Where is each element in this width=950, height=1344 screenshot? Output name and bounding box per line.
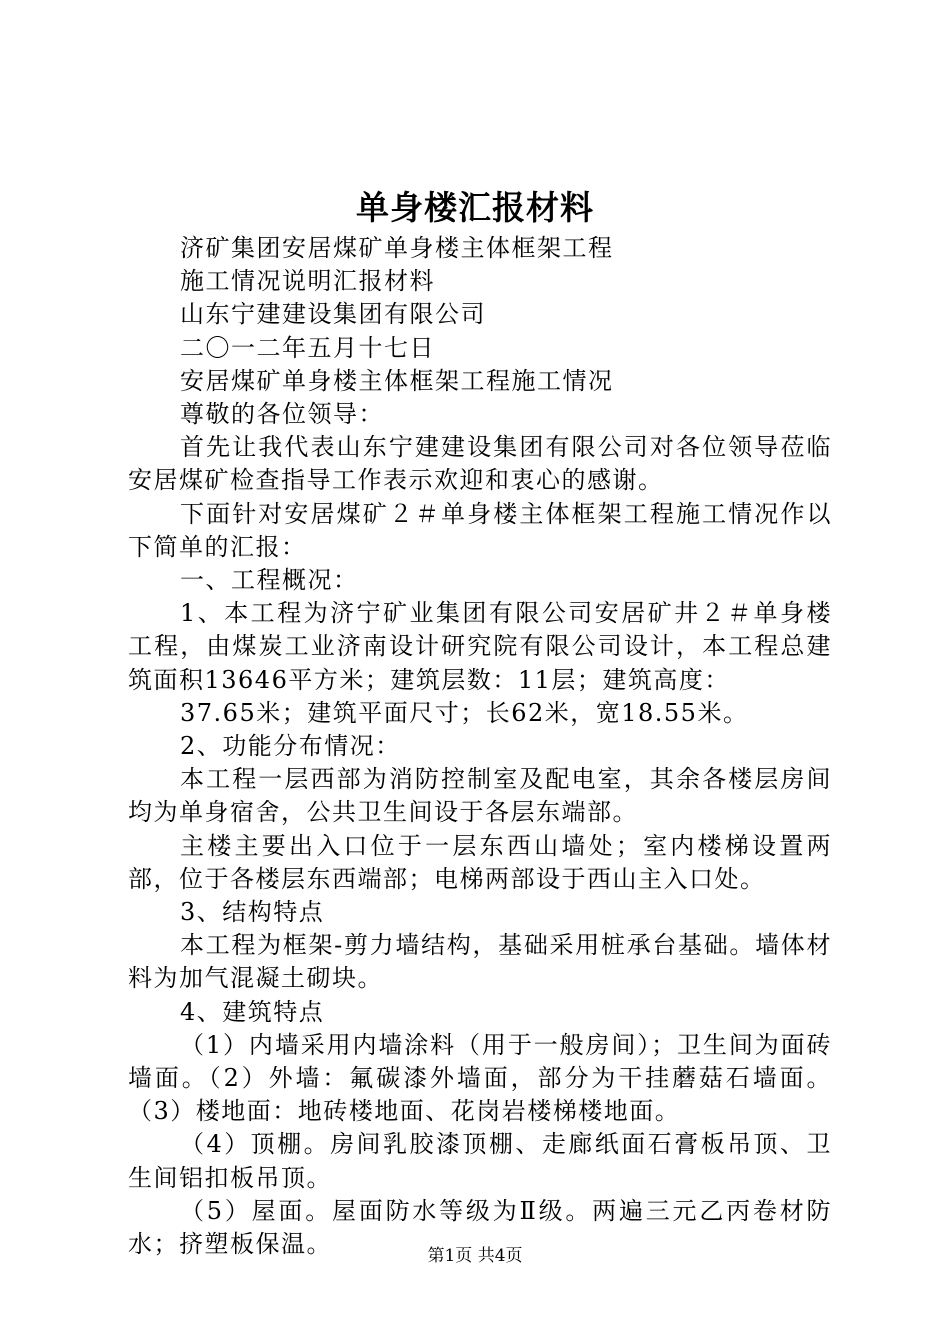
paragraph-report-subtitle: 施工情况说明汇报材料 xyxy=(180,267,435,296)
heading-architecture: 4、建筑特点 xyxy=(180,997,325,1026)
heading-function: 2、功能分布情况： xyxy=(180,732,401,761)
heading-overview: 一、工程概况： xyxy=(180,566,359,595)
paragraph-project-name: 济矿集团安居煤矿单身楼主体框架工程 xyxy=(180,234,614,262)
paragraph-function-1: 本工程一层西部为消防控制室及配电室，其余各楼层房间均为单身宿舍，公共卫生间设于各层东端部。 xyxy=(128,765,832,827)
paragraph-company: 山东宁建建设集团有限公司 xyxy=(180,300,486,329)
paragraph-intro: 下面针对安居煤矿２＃单身楼主体框架工程施工情况作以下简单的汇报： xyxy=(128,499,832,561)
document-body xyxy=(128,232,832,1261)
paragraph-overview-dimensions: 37.65米；建筑平面尺寸；长62米，宽18.55米。 xyxy=(180,698,749,727)
paragraph-section-heading: 安居煤矿单身楼主体框架工程施工情况 xyxy=(180,366,614,395)
paragraph-structure: 本工程为框架-剪力墙结构，基础采用桩承台基础。墙体材料为加气混凝土砌块。 xyxy=(128,931,832,993)
heading-structure: 3、结构特点 xyxy=(180,898,325,927)
page-footer: 第1页 共4页 xyxy=(427,1246,523,1266)
paragraph-architecture-roof: （5）屋面。屋面防水等级为Ⅱ级。两遍三元乙丙卷材防水；挤塑板保温。 xyxy=(128,1196,832,1259)
paragraph-function-2: 主楼主要出入口位于一层东西山墙处；室内楼梯设置两部，位于各楼层东西端部；电梯两部设于西山主入口处。 xyxy=(128,831,832,893)
paragraph-architecture-1: （1）内墙采用内墙涂料（用于一般房间）；卫生间为面砖墙面。（2）外墙：氟碳漆外墙面，部分为干挂蘑菇石墙面。（3）楼地面：地砖楼地面、花岗岩楼梯楼地面。 xyxy=(128,1030,832,1126)
document-title: 单身楼汇报材料 xyxy=(356,188,594,227)
paragraph-salutation: 尊敬的各位领导： xyxy=(180,400,384,429)
paragraph-overview-1: 1、本工程为济宁矿业集团有限公司安居矿井２＃单身楼工程，由煤炭工业济南设计研究院有限公司设计，本工程总建筑面积13646平方米；建筑层数：11层；建筑高度： xyxy=(128,599,832,694)
paragraph-welcome: 首先让我代表山东宁建建设集团有限公司对各位领导莅临安居煤矿检查指导工作表示欢迎和衷心的感谢。 xyxy=(128,433,832,495)
paragraph-architecture-ceiling: （4）顶棚。房间乳胶漆顶棚、走廊纸面石膏板吊顶、卫生间铝扣板吊顶。 xyxy=(128,1130,832,1192)
paragraph-date: 二〇一二年五月十七日 xyxy=(180,333,435,362)
